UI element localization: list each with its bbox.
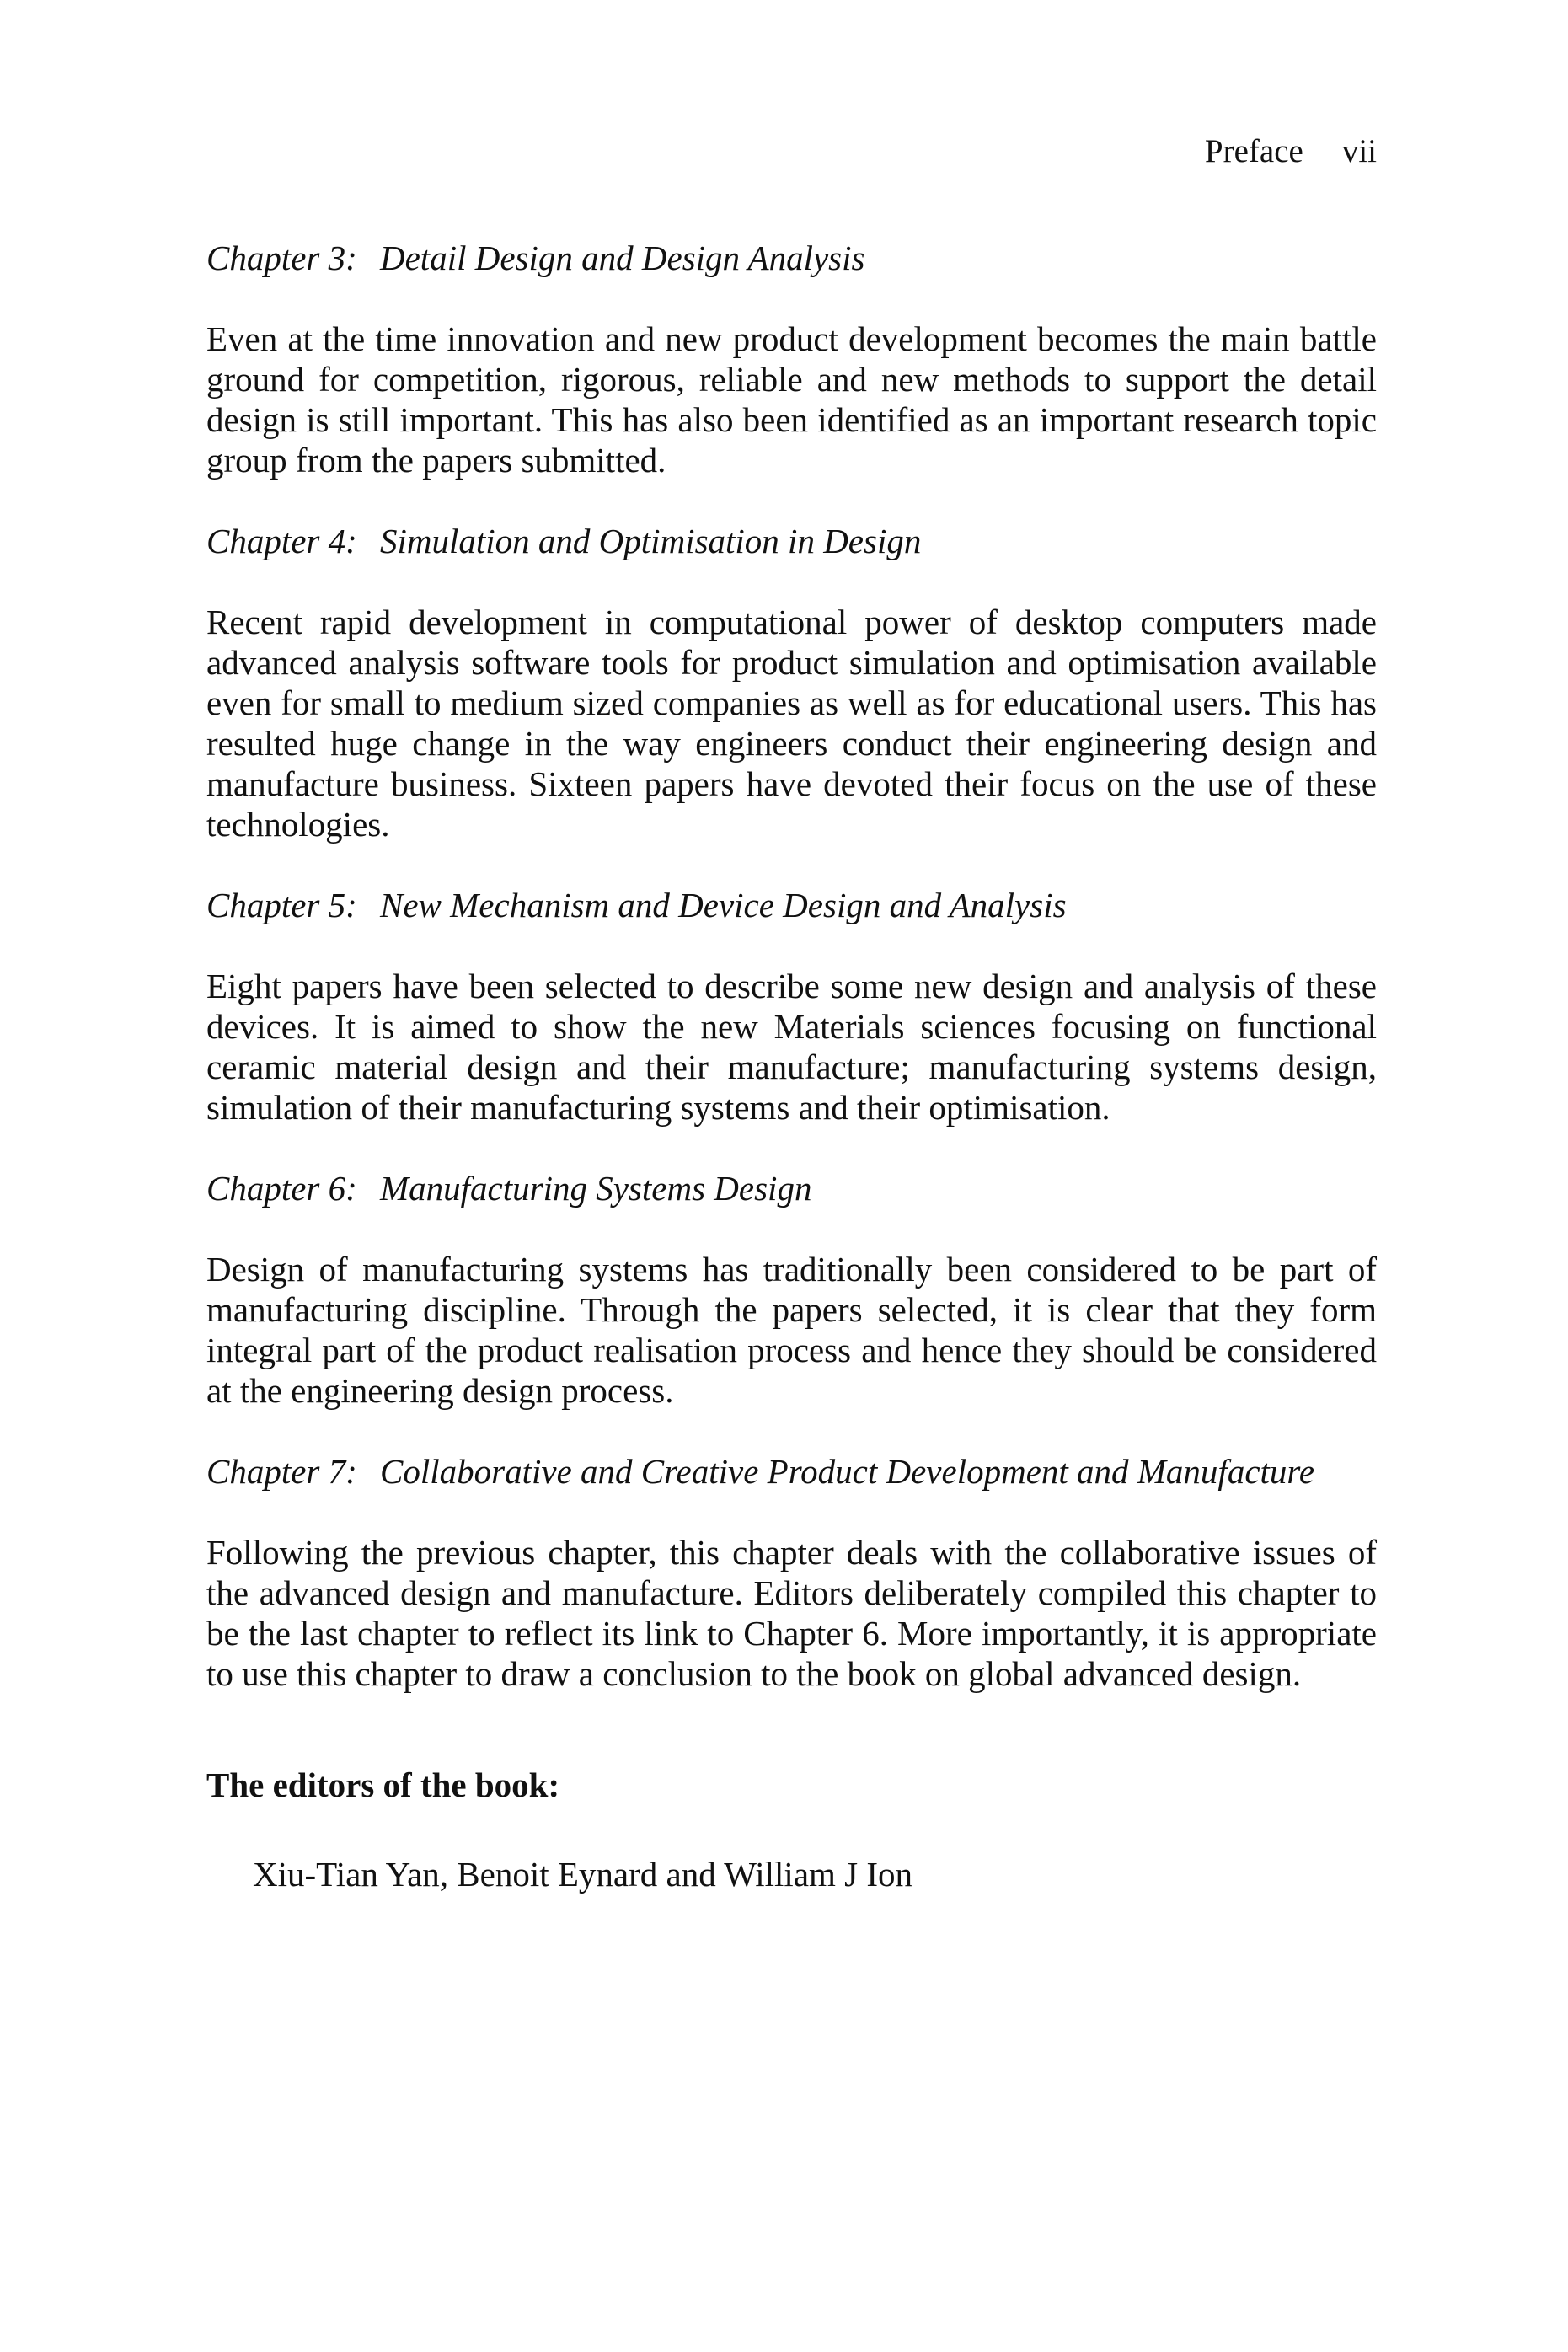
chapter-3-number: Chapter 3: (206, 238, 357, 277)
chapter-3-heading (206, 238, 1377, 278)
chapter-7-number: Chapter 7: (206, 1452, 357, 1491)
chapter-6-paragraph: Design of manufacturing systems has traditionally been considered to be part of manufacturing discipline. Through the papers selected, it is clear that they form integral part of the product realisation process and hence they should be considered at the engineering design process. (206, 1250, 1377, 1410)
editors-heading: The editors of the book: (206, 1765, 560, 1804)
chapter-5-heading (206, 885, 1377, 925)
running-head-title: Preface (1204, 133, 1303, 169)
chapter-3-paragraph: Even at the time innovation and new product development becomes the main battle ground for competition, rigorous, reliable and new methods to support the detail design is still important. This has also been identified as an important research topic group from the papers submitted. (206, 319, 1377, 480)
chapter-3-title: Detail Design and Design Analysis (380, 238, 865, 277)
chapter-5-title: New Mechanism and Device Design and Analysis (380, 886, 1067, 924)
chapter-5-paragraph: Eight papers have been selected to describe some new design and analysis of these devices. It is aimed to show the new Materials sciences focusing on functional ceramic material design and their manufacture; manufacturing systems design, simulation of their manufacturing systems and their optimisation. (206, 967, 1377, 1127)
chapter-4-number: Chapter 4: (206, 522, 357, 560)
chapter-7-title: Collaborative and Creative Product Development and Manufacture (380, 1452, 1315, 1491)
chapter-6-heading (206, 1168, 1377, 1208)
chapter-4-title: Simulation and Optimisation in Design (380, 522, 922, 560)
chapter-5-number: Chapter 5: (206, 886, 357, 924)
chapter-7-paragraph: Following the previous chapter, this chapter deals with the collaborative issues of the advanced design and manufacture. Editors deliberately compiled this chapter to be the last chapter to reflect its link to Chapter 6. More importantly, it is appropriate to use this chapter to draw a conclusion to the book on global advanced design. (206, 1533, 1377, 1693)
chapter-4-heading (206, 521, 1377, 561)
editors-names: Xiu-Tian Yan, Benoit Eynard and William J Ion (253, 1855, 913, 1894)
chapter-6-title: Manufacturing Systems Design (380, 1169, 812, 1208)
chapter-7-heading (206, 1451, 1377, 1492)
running-head (1205, 131, 1377, 172)
page-number: vii (1341, 133, 1377, 169)
chapter-4-paragraph: Recent rapid development in computational power of desktop computers made advanced analysis software tools for product simulation and optimisation available even for small to medium sized companies as well as for educational users. This has resulted huge change in the way engineers conduct their engineering design and manufacture business. Sixteen papers have devoted their focus on the use of these technologies. (206, 603, 1377, 844)
chapter-6-number: Chapter 6: (206, 1169, 357, 1208)
page-content (206, 238, 1377, 1894)
